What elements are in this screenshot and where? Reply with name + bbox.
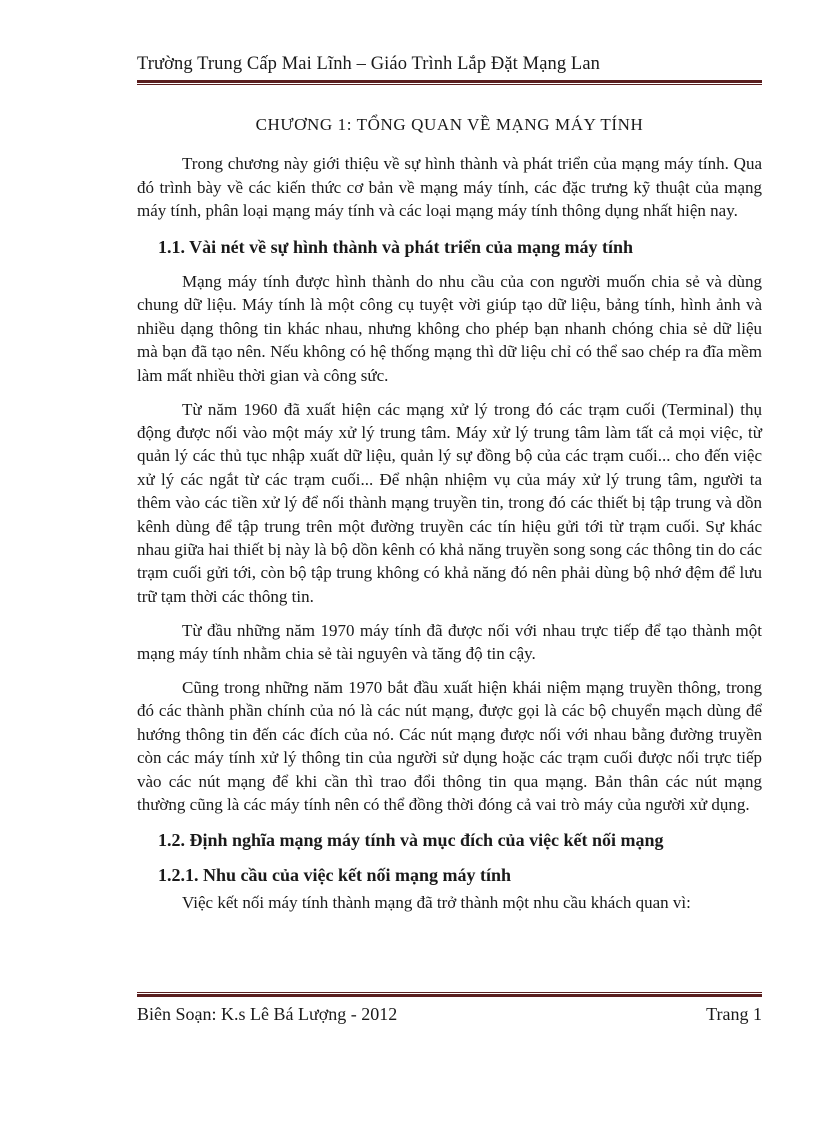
page-footer	[137, 1000, 762, 1028]
chapter-title: CHƯƠNG 1: TỔNG QUAN VỀ MẠNG MÁY TÍNH	[255, 115, 644, 134]
section-heading-1-1: 1.1. Vài nét về sự hình thành và phát triển của mạng máy tính	[158, 236, 634, 257]
paragraph: Mạng máy tính được hình thành do nhu cầu của con người muốn chia sẻ và dùng chung dữ liệu. Máy tính là một công cụ tuyệt vời giúp tạo dữ liệu, bảng tính, hình ảnh và nhiều dạng thông tin khác nhau, nhưng không cho phép bạn nhanh chóng chia sẻ dữ liệu mà bạn đã tạo nên. Nếu không có hệ thống mạng thì dữ liệu chỉ có thể sao chép ra đĩa mềm làm mất nhiều thời gian và công sức.	[137, 272, 762, 385]
footer-divider	[137, 992, 762, 997]
header-divider	[137, 80, 762, 85]
page-number: Trang 1	[706, 1004, 762, 1024]
footer-author: Biên Soạn: K.s Lê Bá Lượng - 2012	[137, 1004, 398, 1024]
chapter-intro: Trong chương này giới thiệu về sự hình thành và phát triển của mạng máy tính. Qua đó trình bày về các kiến thức cơ bản về mạng máy tính, các đặc trưng kỹ thuật của mạng máy tính, phân loại mạng máy tính và các loại mạng máy tính thông dụng nhất hiện nay.	[137, 154, 762, 221]
section-heading-1-2: 1.2. Định nghĩa mạng máy tính và mục đích của việc kết nối mạng	[158, 830, 664, 851]
page-body	[137, 113, 762, 915]
paragraph: Từ đầu những năm 1970 máy tính đã được nối với nhau trực tiếp để tạo thành một mạng máy tính nhằm chia sẻ tài nguyên và tăng độ tin cậy.	[137, 620, 762, 664]
page-header: Trường Trung Cấp Mai Lĩnh – Giáo Trình Lắp Đặt Mạng Lan	[137, 54, 600, 74]
subsection-heading-1-2-1: 1.2.1. Nhu cầu của việc kết nối mạng máy tính	[158, 864, 512, 885]
paragraph: Việc kết nối máy tính thành mạng đã trở thành một nhu cầu khách quan vì:	[182, 893, 691, 913]
paragraph: Cũng trong những năm 1970 bắt đầu xuất hiện khái niệm mạng truyền thông, trong đó các thành phần chính của nó là các nút mạng, được gọi là các bộ chuyển mạch dùng để hướng thông tin đến các đích của nó. Các nút mạng được nối với nhau bằng đường truyền còn các máy tính xử lý thông tin của người sử dụng hoặc các trạm cuối được nối trực tiếp vào các nút mạng để khi cần thì trao đổi thông tin qua mạng. Bản thân các nút mạng thường cũng là các máy tính nên có thể đồng thời đóng cả vai trò máy của người xử dụng.	[137, 678, 762, 815]
paragraph: Từ năm 1960 đã xuất hiện các mạng xử lý trong đó các trạm cuối (Terminal) thụ động được nối vào một máy xử lý trung tâm. Máy xử lý trung tâm làm tất cả mọi việc, từ quản lý các thủ tục nhập xuất dữ liệu, quản lý sự đồng bộ của các trạm cuối... cho đến việc xử lý các ngắt từ các trạm cuối... Để nhận nhiệm vụ của máy xử lý trung tâm, người ta thêm vào các tiền xử lý để nối thành mạng truyền tin, trong đó các thiết bị tập trung và dồn kênh dùng để tập trung trên một đường truyền các tín hiệu gửi tới từ trạm cuối. Sự khác nhau giữa hai thiết bị này là bộ dồn kênh có khả năng truyền song song các thông tin do các trạm cuối gửi tới, còn bộ tập trung không có khả năng đó nên phải dùng bộ nhớ đệm để lưu trữ tạm thời các thông tin.	[137, 399, 762, 606]
